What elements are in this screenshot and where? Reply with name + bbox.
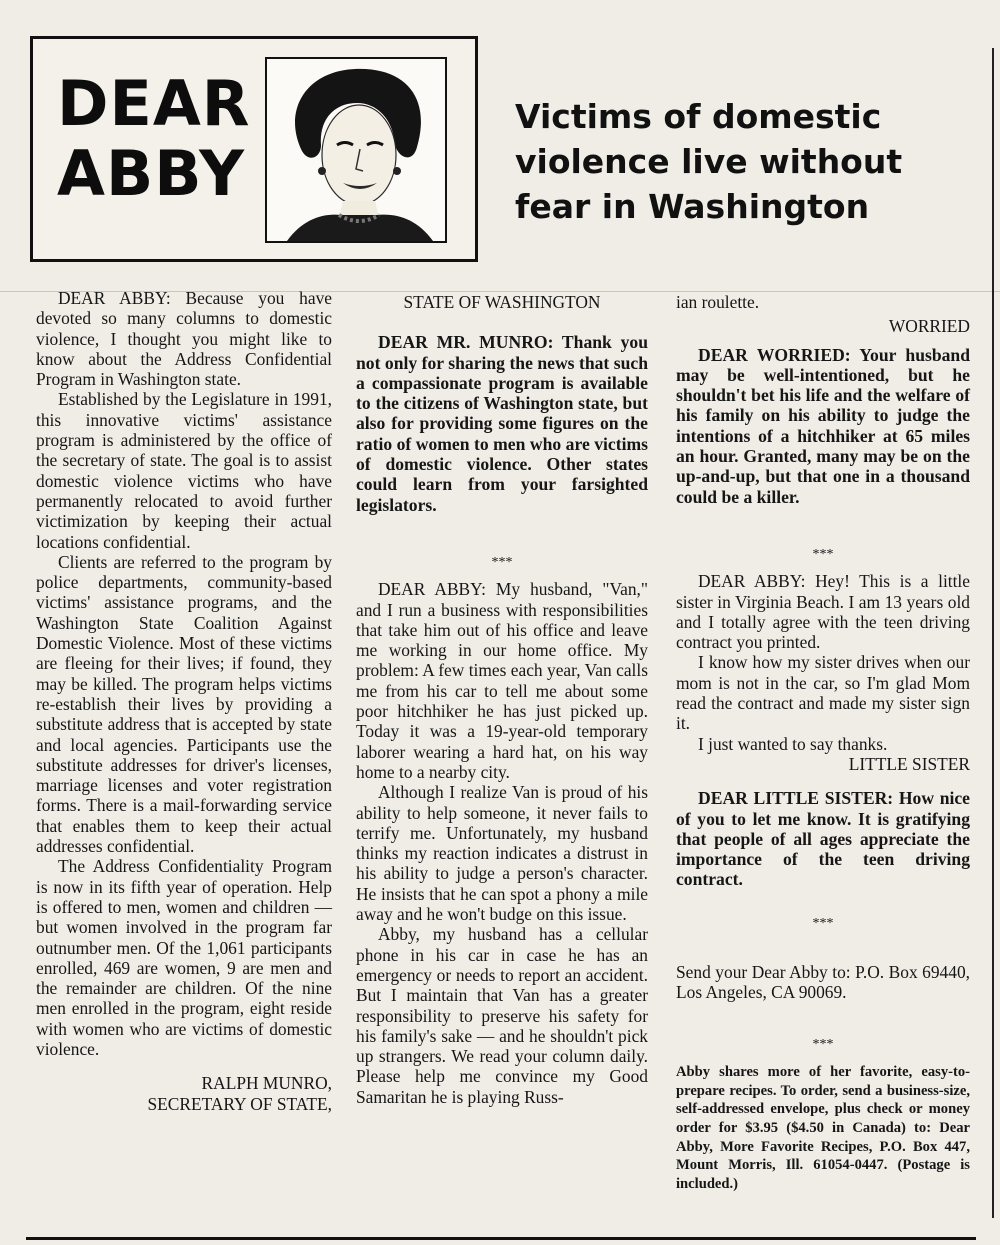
section-separator: *** xyxy=(812,1036,834,1052)
columnist-portrait xyxy=(265,57,447,243)
column-2 xyxy=(356,288,648,1107)
bottom-divider xyxy=(26,1237,976,1240)
signature-line: LITTLE SISTER xyxy=(848,753,970,774)
letter-paragraph: Although I realize Van is proud of his ability to help someone, it never fails to terrify me. Unfortunately, my husband thinks my reaction indicates a distrust in his ability to judge a person's character. He insists that he can spot a phony a mile away and he won't budge on this issue. xyxy=(356,782,648,925)
abby-reply: DEAR WORRIED: Your husband may be well-intentioned, but he shouldn't bet his life and the welfare of his family on his ability to judge the intentions of a hitchhiker at 65 miles an hour. Granted, many may be on the up-and-up, but that one in a thousand could be a killer. xyxy=(676,344,970,507)
masthead-line-2: ABBY xyxy=(57,137,246,210)
letter-paragraph: The Address Confidentiality Program is now in its fifth year of operation. Help is offered to men, women and children — but women involved in the program far outnumber men. Of the 1,061 participants enrolled, 469 are women, 9 are men and the remainder are children. Of the nine men enrolled in the program, eight reside with women who are victims of domestic violence. xyxy=(36,856,332,1059)
letter-paragraph: DEAR ABBY: My husband, "Van," and I run a business with responsibilities that take him out of his office and leave me working in our home office. My problem: A few times each year, Van calls me from his car to tell me about some poor hitchhiker he has just picked up. Today it was a 19-year-old temporary laborer wearing a hard hat, on his way home to a nearby city. xyxy=(356,579,648,782)
abby-reply: DEAR LITTLE SISTER: How nice of you to let me know. It is gratifying that people of all ages appreciate the importance of the teen driving contract. xyxy=(676,788,970,890)
mailing-address: Send your Dear Abby to: P.O. Box 69440, Los Angeles, CA 90069. xyxy=(676,962,970,1003)
masthead-title xyxy=(57,69,251,209)
section-separator: *** xyxy=(812,915,834,931)
masthead-line-1: DEAR xyxy=(57,67,251,140)
adjacent-column-edge xyxy=(992,48,1000,1218)
letter-paragraph: I just wanted to say thanks. xyxy=(698,733,888,754)
section-separator: *** xyxy=(812,546,834,562)
letter-paragraph: DEAR ABBY: Because you have devoted so many columns to domestic violence, I thought you might like to know about the Address Confidential Program in Washington state. xyxy=(36,288,332,390)
signature-line: WORRIED xyxy=(888,316,970,337)
letter-paragraph: Abby, my husband has a cellular phone in his car in case he has an emergency or needs to report an accident. But I maintain that Van has a greater responsibility to preserve his safety for his family's sake — and he shouldn't pick up strangers. We read your column daily. Please help me convince my Good Samaritan he is playing Russ- xyxy=(356,924,648,1107)
column-1 xyxy=(36,288,332,1114)
article-headline: Victims of domestic violence live without fear in Washington xyxy=(515,97,903,226)
letter-paragraph: Clients are referred to the program by police departments, community-based victims' assistance programs, and the Washington State Coalition Against Domestic Violence. Most of these victims are fleeing for their lives; if found, they may be killed. The program helps victims re-establish their lives by providing a substitute address that is accepted by state and local agencies. Participants use the substitute addresses for driver's licenses, marriage licenses and voter registration forms. There is a mail-forwarding service that enables them to keep their actual addresses confidential. xyxy=(36,551,332,857)
signature-line: RALPH MUNRO, xyxy=(201,1073,332,1094)
column-3 xyxy=(676,288,970,1194)
letter-paragraph: ian roulette. xyxy=(676,292,760,312)
letter-paragraph: DEAR ABBY: Hey! This is a little sister in Virginia Beach. I am 13 years old and I totally agree with the teen driving contract you printed. xyxy=(676,571,970,653)
portrait-illustration xyxy=(267,59,445,241)
masthead-box xyxy=(30,36,478,262)
signature-line: STATE OF WASHINGTON xyxy=(403,292,601,312)
signature-line: SECRETARY OF STATE, xyxy=(147,1093,332,1114)
letter-paragraph: I know how my sister drives when our mom is not in the car, so I'm glad Mom read the contract and made my sister sign it. xyxy=(676,652,970,734)
recipe-booklet-offer: Abby shares more of her favorite, easy-to-prepare recipes. To order, send a business-size, self-addressed envelope, plus check or money order for $3.95 ($4.50 in Canada) to: Dear Abby, More Favorite Recipes, P.O. Box 447, Mount Morris, Ill. 61054-0447. (Postage is included.) xyxy=(676,1063,970,1193)
section-separator: *** xyxy=(491,554,513,570)
letter-paragraph: Established by the Legislature in 1991, this innovative victims' assistance program is administered by the office of the secretary of state. The goal is to assist domestic violence victims who have permanently relocated to avoid further victimization by keeping their actual locations confidential. xyxy=(36,389,332,552)
abby-reply: DEAR MR. MUNRO: Thank you not only for sharing the news that such a compassionate program is available to the citizens of Washington state, but also for providing some figures on the ratio of women to men who are victims of domestic violence. Other states could learn from your farsighted legislators. xyxy=(356,332,648,515)
